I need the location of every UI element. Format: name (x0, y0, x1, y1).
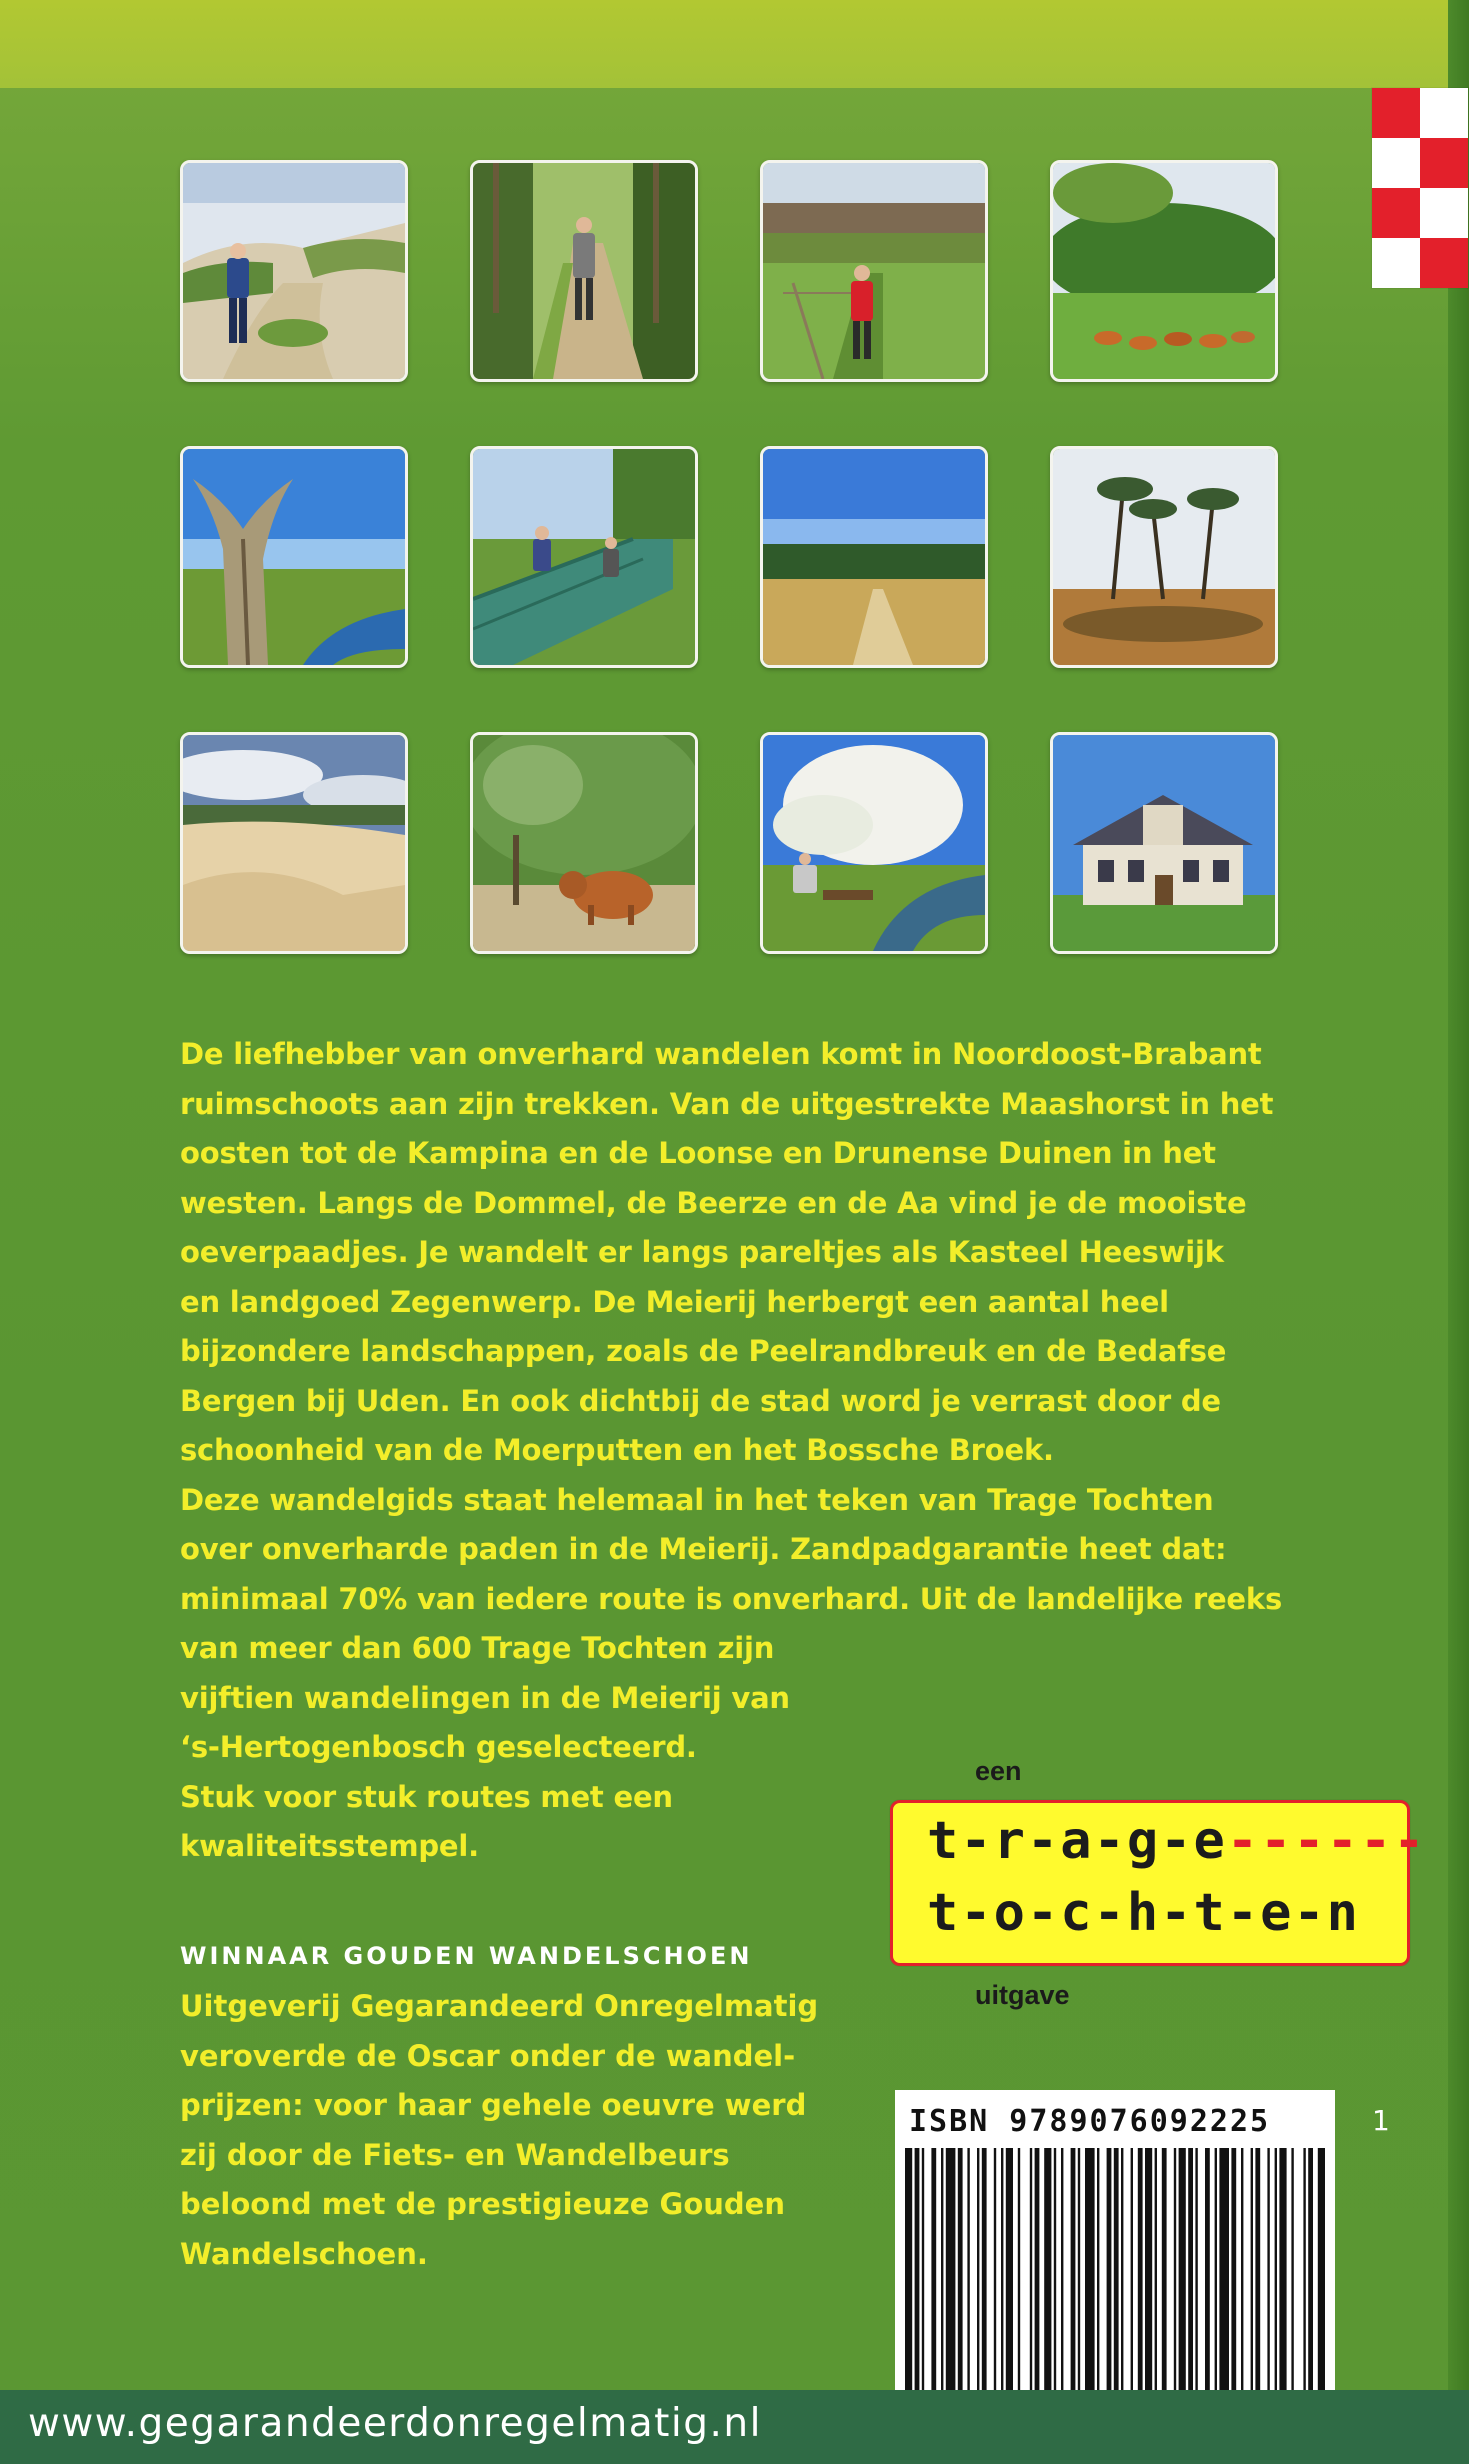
photo-heath-sand-path (760, 446, 988, 668)
photo-drifting-sand-dunes (180, 732, 408, 954)
barcode-bar (946, 2148, 956, 2428)
barcode-bar (1195, 2148, 1197, 2428)
description-line: ruimschoots aan zijn trekken. Van de uitgestrekte Maashorst in het (180, 1086, 1274, 1121)
description-line: bijzondere landschappen, zoals de Peelrandbreuk en de Bedafse (180, 1334, 1227, 1368)
barcode-bar (1275, 2148, 1277, 2428)
description-line: Stuk voor stuk routes met een (180, 1779, 673, 1814)
barcode-bar (1162, 2148, 1167, 2428)
barcode-bar (1179, 2148, 1186, 2428)
description-line: en landgoed Zegenwerp. De Meierij herbergt een aantal heel (180, 1284, 1169, 1319)
barcode-bar (1121, 2148, 1123, 2428)
barcode-bar (1114, 2148, 1119, 2428)
barcode-bar (1215, 2148, 1217, 2428)
award-line: Uitgeverij Gegarandeerd Onregelmatig (180, 1989, 819, 2023)
isbn-label: ISBN 9789076092225 (909, 2104, 1271, 2139)
barcode-bar (958, 2148, 963, 2428)
photo-pollard-willow-by-stream (180, 446, 408, 668)
description-line: vijftien wandelingen in de Meierij van (180, 1680, 790, 1715)
publisher-website-link[interactable]: www.gegarandeerdonregelmatig.nl (28, 2401, 762, 2446)
photo-estate-house (1050, 732, 1278, 954)
description-text (180, 1030, 1283, 1872)
barcode-bar (994, 2148, 996, 2428)
description-line: ‘s-Hertogenbosch geselecteerd. (180, 1730, 697, 1764)
award-text (180, 1982, 880, 2279)
barcode-bar (1107, 2148, 1112, 2428)
description-line: oosten tot de Kampina en de Loonse en Drunense Duinen in het (180, 1136, 1216, 1170)
barcode-bar (1001, 2148, 1003, 2428)
barcode-bar (1267, 2148, 1269, 2428)
trage-tochten-logo (890, 1800, 1427, 1966)
barcode-bar (1251, 2148, 1253, 2428)
photo-hikers-on-bridge (470, 446, 698, 668)
barcode-bar (1138, 2148, 1143, 2428)
barcode-bar (1241, 2148, 1243, 2428)
barcode-bar (967, 2148, 969, 2428)
description-line: schoonheid van de Moerputten en het Bossche Broek. (180, 1433, 1054, 1467)
logo-letters: t-o-c-h-t-e-n (927, 1883, 1360, 1943)
photo-walker-by-meadow-fence (760, 160, 988, 382)
barcode-bar (1078, 2148, 1080, 2428)
logo-prefix: een (975, 1756, 1022, 1786)
barcode-bar (1279, 2148, 1286, 2428)
barcode-bar (1174, 2148, 1176, 2428)
description-line: van meer dan 600 Trage Tochten zijn (180, 1631, 775, 1665)
award-line: prijzen: voor haar gehele oeuvre werd (180, 2088, 807, 2122)
barcode-bar (977, 2148, 979, 2428)
award-line: veroverde de Oscar onder de wandel- (180, 2038, 796, 2073)
photo-blossom-tree-by-stream (760, 732, 988, 954)
barcode-bar (941, 2148, 943, 2428)
award-line: zij door de Fiets- en Wandelbeurs (180, 2137, 730, 2172)
description-line: kwaliteitsstempel. (180, 1829, 479, 1863)
barcode-bar (1188, 2148, 1193, 2428)
barcode-bar (1035, 2148, 1040, 2428)
barcode-bar (1030, 2148, 1032, 2428)
photo-cows-in-meadow (1050, 160, 1278, 382)
logo-letters: t-r-a-g-e (927, 1811, 1227, 1871)
description-line: Deze wandelgids staat helemaal in het teken van Trage Tochten (180, 1482, 1214, 1517)
photo-highland-cow-under-tree (470, 732, 698, 954)
spine-edge (1448, 0, 1469, 2464)
logo-line-trage (927, 1811, 1427, 1871)
logo-dashes: ------ (1226, 1811, 1427, 1871)
barcode-bar (1303, 2148, 1305, 2428)
barcode-bar (1071, 2148, 1076, 2428)
award-line: beloond met de prestigieuze Gouden (180, 2187, 785, 2221)
barcode-bar (1097, 2148, 1099, 2428)
barcode-bar (982, 2148, 987, 2428)
description-line: over onverharde paden in de Meierij. Zandpadgarantie heet dat: (180, 1532, 1227, 1566)
barcode-bar (1219, 2148, 1229, 2428)
barcode-bar (905, 2148, 912, 2428)
barcode-bar (1205, 2148, 1210, 2428)
barcode-bar (1318, 2148, 1325, 2428)
barcode-bar (1145, 2148, 1152, 2428)
price-code: 1 (1372, 2104, 1390, 2137)
description-line: westen. Langs de Dommel, de Beerze en de Aa vind je de mooiste (180, 1185, 1247, 1220)
brabant-checker-flag (1372, 88, 1468, 288)
barcode-bar (1255, 2148, 1260, 2428)
barcode-bar (1018, 2148, 1020, 2428)
barcode-bar (1231, 2148, 1236, 2428)
barcode-bar (1131, 2148, 1133, 2428)
photo-hikers-on-forest-path (470, 160, 698, 382)
award-line: Wandelschoen. (180, 2236, 428, 2271)
logo-line-tochten (927, 1883, 1360, 1943)
barcode-bar (1155, 2148, 1157, 2428)
barcode-bar (1308, 2148, 1313, 2428)
barcode-bar (931, 2148, 936, 2428)
barcode-bar (1061, 2148, 1063, 2428)
award-heading: WINNAAR GOUDEN WANDELSCHOEN (180, 1942, 753, 1970)
barcode-bar (1085, 2148, 1095, 2428)
photo-walker-in-dunes (180, 160, 408, 382)
top-color-band (0, 0, 1469, 88)
photo-pines-on-heath (1050, 446, 1278, 668)
barcode-bar (922, 2148, 924, 2428)
barcode-bar (1044, 2148, 1051, 2428)
barcode-bar (915, 2148, 920, 2428)
barcode-bar (1054, 2148, 1056, 2428)
logo-suffix: uitgave (975, 1980, 1070, 2010)
barcode-bar (1006, 2148, 1013, 2428)
description-line: De liefhebber van onverhard wandelen komt in Noordoost-Brabant (180, 1037, 1262, 1071)
barcode-bar (1291, 2148, 1293, 2428)
description-line: Bergen bij Uden. En ook dichtbij de stad word je verrast door de (180, 1383, 1221, 1418)
description-line: oeverpaadjes. Je wandelt er langs pareltjes als Kasteel Heeswijk (180, 1235, 1224, 1269)
description-line: minimaal 70% van iedere route is onverhard. Uit de landelijke reeks (180, 1581, 1283, 1616)
